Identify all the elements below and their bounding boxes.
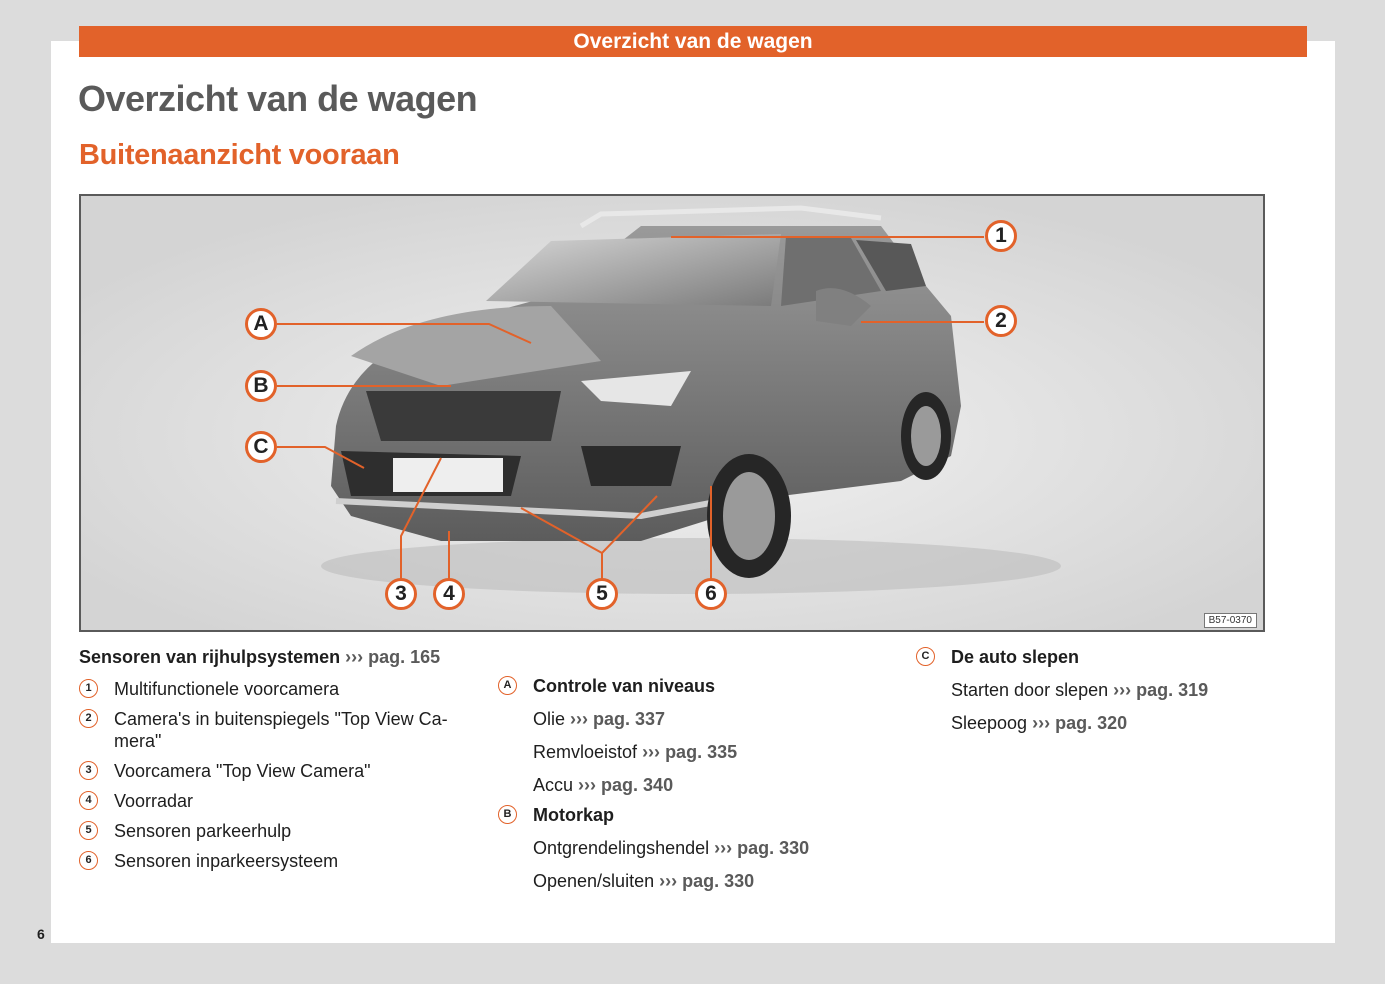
car-drawing — [81, 196, 1263, 630]
callout-4: 4 — [433, 578, 465, 610]
page-ref-link[interactable]: pag. 330 — [682, 871, 755, 891]
section-c-item: Sleepoog ››› pag. 320 — [951, 713, 1128, 733]
section-a-item: Accu ››› pag. 340 — [533, 775, 674, 795]
sensor-item: 3 Voorcamera "Top View Camera" — [79, 760, 469, 782]
header-bar: Overzicht van de wagen — [79, 26, 1307, 57]
sensor-item: 6 Sensoren inparkeersysteem — [79, 850, 469, 872]
callout-c: C — [245, 431, 277, 463]
section-subtitle: Buitenaanzicht vooraan — [79, 139, 400, 171]
callout-2: 2 — [985, 305, 1017, 337]
callout-5: 5 — [586, 578, 618, 610]
page-title: Overzicht van de wagen — [78, 78, 478, 119]
section-a-item: Olie ››› pag. 337 — [533, 709, 666, 729]
page-ref-link[interactable]: pag. 319 — [1136, 680, 1209, 700]
page-ref-link[interactable]: pag. 340 — [601, 775, 674, 795]
page-ref-link[interactable]: pag. 320 — [1055, 713, 1128, 733]
section-b-item: Ontgrendelingshendel ››› pag. 330 — [533, 838, 810, 858]
page-ref-link[interactable]: pag. 335 — [665, 742, 738, 762]
callout-1: 1 — [985, 220, 1017, 252]
sensor-item: 2 Camera's in buitenspiegels "Top View Ca-mera" — [79, 708, 469, 752]
sensors-column — [79, 646, 469, 880]
callout-a: A — [245, 308, 277, 340]
section-c-item: Starten door slepen ››› pag. 319 — [951, 680, 1209, 700]
towing-column — [916, 646, 1296, 745]
section-b-item: Openen/sluiten ››› pag. 330 — [533, 871, 755, 891]
section-a-item: Remvloeistof ››› pag. 335 — [533, 742, 738, 762]
section-a-heading: A Controle van niveaus — [498, 675, 878, 697]
page-number: 6 — [37, 926, 45, 942]
sensor-item: 5 Sensoren parkeerhulp — [79, 820, 469, 842]
hood-column — [498, 675, 878, 903]
sensors-title: Sensoren van rijhulpsystemen ››› pag. 165 — [79, 647, 441, 667]
sensor-item: 4 Voorradar — [79, 790, 469, 812]
car-front-illustration — [79, 194, 1265, 632]
callout-6: 6 — [695, 578, 727, 610]
sensor-item: 1 Multifunctionele voorcamera — [79, 678, 469, 700]
page-ref-link[interactable]: pag. 337 — [593, 709, 666, 729]
sensors-page-ref[interactable]: pag. 165 — [368, 647, 441, 667]
callout-3: 3 — [385, 578, 417, 610]
page-ref-link[interactable]: pag. 330 — [737, 838, 810, 858]
section-c-heading: C De auto slepen — [916, 646, 1296, 668]
figure-code: B57-0370 — [1204, 613, 1257, 628]
callout-b: B — [245, 370, 277, 402]
section-b-heading: B Motorkap — [498, 804, 878, 826]
